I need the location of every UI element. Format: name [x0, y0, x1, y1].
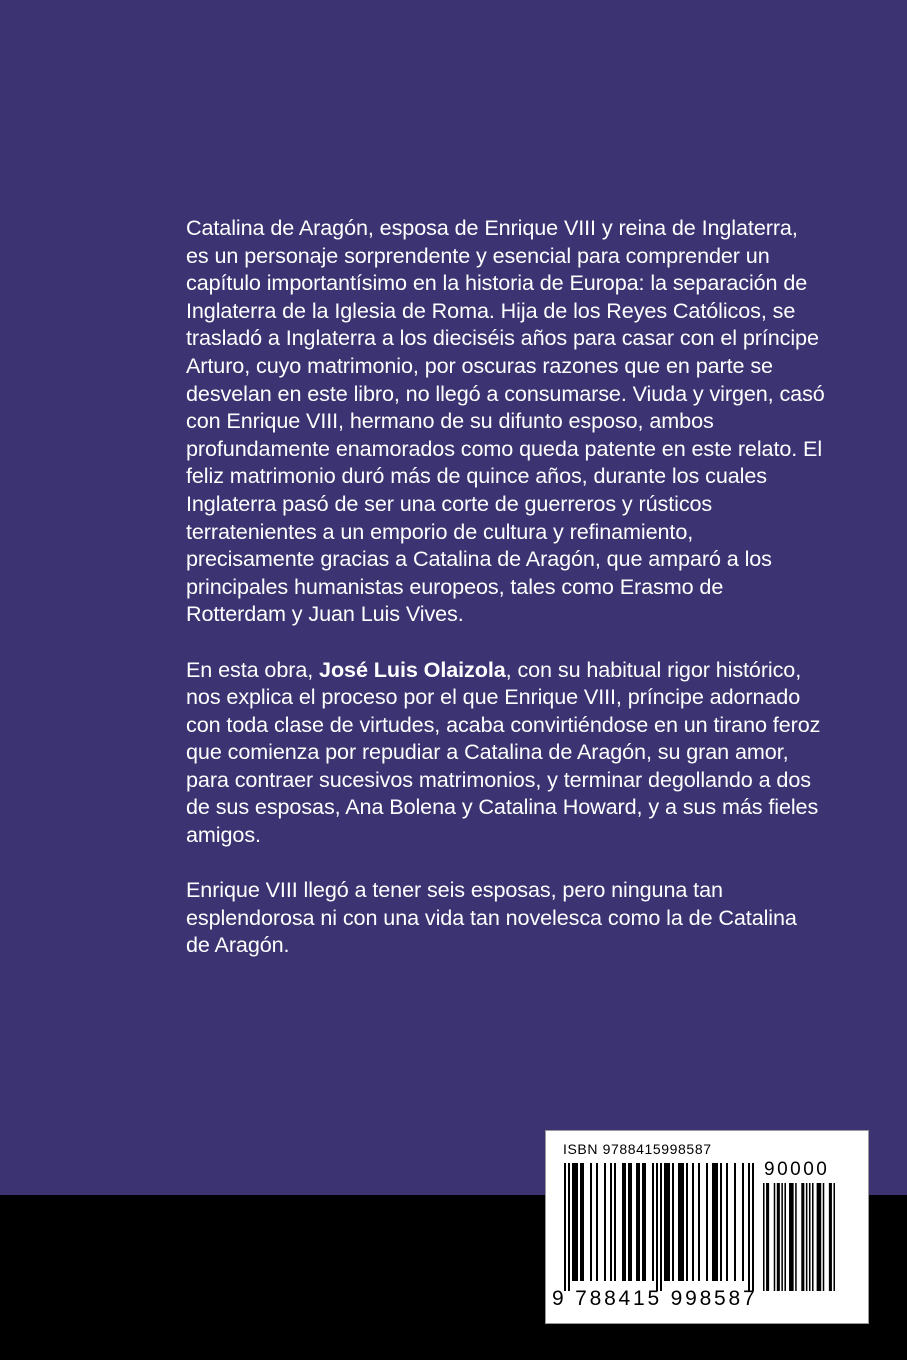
ean-barcode — [564, 1163, 754, 1291]
ean-bar — [622, 1163, 626, 1281]
price-bar — [806, 1183, 808, 1291]
ean-bar — [752, 1163, 754, 1291]
ean-bar — [672, 1163, 674, 1281]
price-bar — [766, 1183, 769, 1291]
price-bar — [795, 1183, 797, 1291]
price-bar — [801, 1183, 804, 1291]
ean-bar — [564, 1163, 566, 1291]
price-bar — [823, 1183, 825, 1291]
isbn-label: ISBN 9788415998587 — [563, 1141, 712, 1157]
ean-bar — [636, 1163, 640, 1281]
ean-bar — [596, 1163, 598, 1281]
ean-bar — [580, 1163, 584, 1281]
price-bar — [774, 1183, 776, 1291]
ean-bar — [590, 1163, 592, 1281]
ean-bar — [628, 1163, 632, 1281]
price-bar — [763, 1183, 765, 1291]
price-bar — [781, 1183, 783, 1291]
ean-bar — [664, 1163, 670, 1281]
ean-bar — [652, 1163, 654, 1281]
ean-bar — [604, 1163, 606, 1281]
paragraph-2-intro: En esta obra, — [186, 656, 320, 682]
price-bar — [817, 1183, 822, 1291]
ean-bar — [678, 1163, 684, 1281]
ean-bar — [726, 1163, 728, 1281]
ean-bar — [572, 1163, 578, 1281]
price-bar — [789, 1183, 794, 1291]
ean-bar — [660, 1163, 662, 1291]
blurb-paragraph-1: Catalina de Aragón, esposa de Enrique VIII y reina de Inglaterra, es un personaje sorprendente y esencial para comprender un capítulo importantísimo en la historia de Europa: la separación de Inglaterra de la Iglesia de Roma. Hija de los Reyes Católicos, se trasladó a Inglaterra a los dieciséis años para casar con el príncipe Arturo, cuyo matrimonio, por oscuras razones que en parte se desvelan en este libro, no llegó a consumarse. Viuda y virgen, casó con Enrique VIII, hermano de su difunto esposo, ambos profundamente enamorados como queda patente en este relato. El feliz matrimonio duró más de quince años, durante los cuales Inglaterra pasó de ser una corte de guerreros y rústicos terratenientes a un emporio de cultura y refinamiento, precisamente gracias a Catalina de Aragón, que amparó a los principales humanistas europeos, tales como Erasmo de Rotterdam y Juan Luis Vives. — [186, 215, 825, 627]
ean-bar — [610, 1163, 612, 1281]
ean-bar — [692, 1163, 694, 1281]
price-bar — [784, 1183, 786, 1291]
ean-bar — [706, 1163, 708, 1281]
ean-bar — [642, 1163, 646, 1281]
ean-bar — [656, 1163, 658, 1291]
ean-bar — [698, 1163, 700, 1281]
ean-bar — [686, 1163, 688, 1281]
paragraph-2-body: , con su habitual rigor histórico, nos explica el proceso por el que Enrique VIII, príncipe adornado con toda clase de virtudes, acaba convirtiéndose en un tirano feroz que comienza por repudiar a Catalina de Aragón, su gran amor, para contraer sucesivos matrimonios, y terminar degollando a dos de sus esposas, Ana Bolena y Catalina Howard, y a sus más fieles amigos. — [186, 656, 821, 848]
ean-bar — [734, 1163, 736, 1281]
ean-digits: 9 788415 998587 — [552, 1287, 758, 1310]
author-name: José Luis Olaizola — [319, 656, 506, 682]
price-code: 90000 — [764, 1159, 830, 1180]
ean-bar — [720, 1163, 722, 1281]
price-bar — [833, 1183, 835, 1291]
price-bar — [812, 1183, 814, 1291]
blurb-paragraph-3: Enrique VIII llegó a tener seis esposas, pero ninguna tan esplendorosa ni con una vida tan novelesca como la de Catalina de Aragón. — [186, 877, 797, 958]
ean-bar — [614, 1163, 616, 1281]
barcode-box — [545, 1130, 869, 1324]
price-bar — [809, 1183, 811, 1291]
price-bar — [829, 1183, 832, 1291]
ean-bar — [748, 1163, 750, 1291]
ean-bar — [742, 1163, 744, 1281]
blurb-text — [186, 214, 826, 987]
price-bar — [777, 1183, 780, 1291]
price-barcode — [763, 1183, 835, 1291]
ean-bar — [568, 1163, 570, 1291]
ean-bar — [712, 1163, 718, 1281]
blurb-paragraph-2 — [186, 656, 826, 849]
